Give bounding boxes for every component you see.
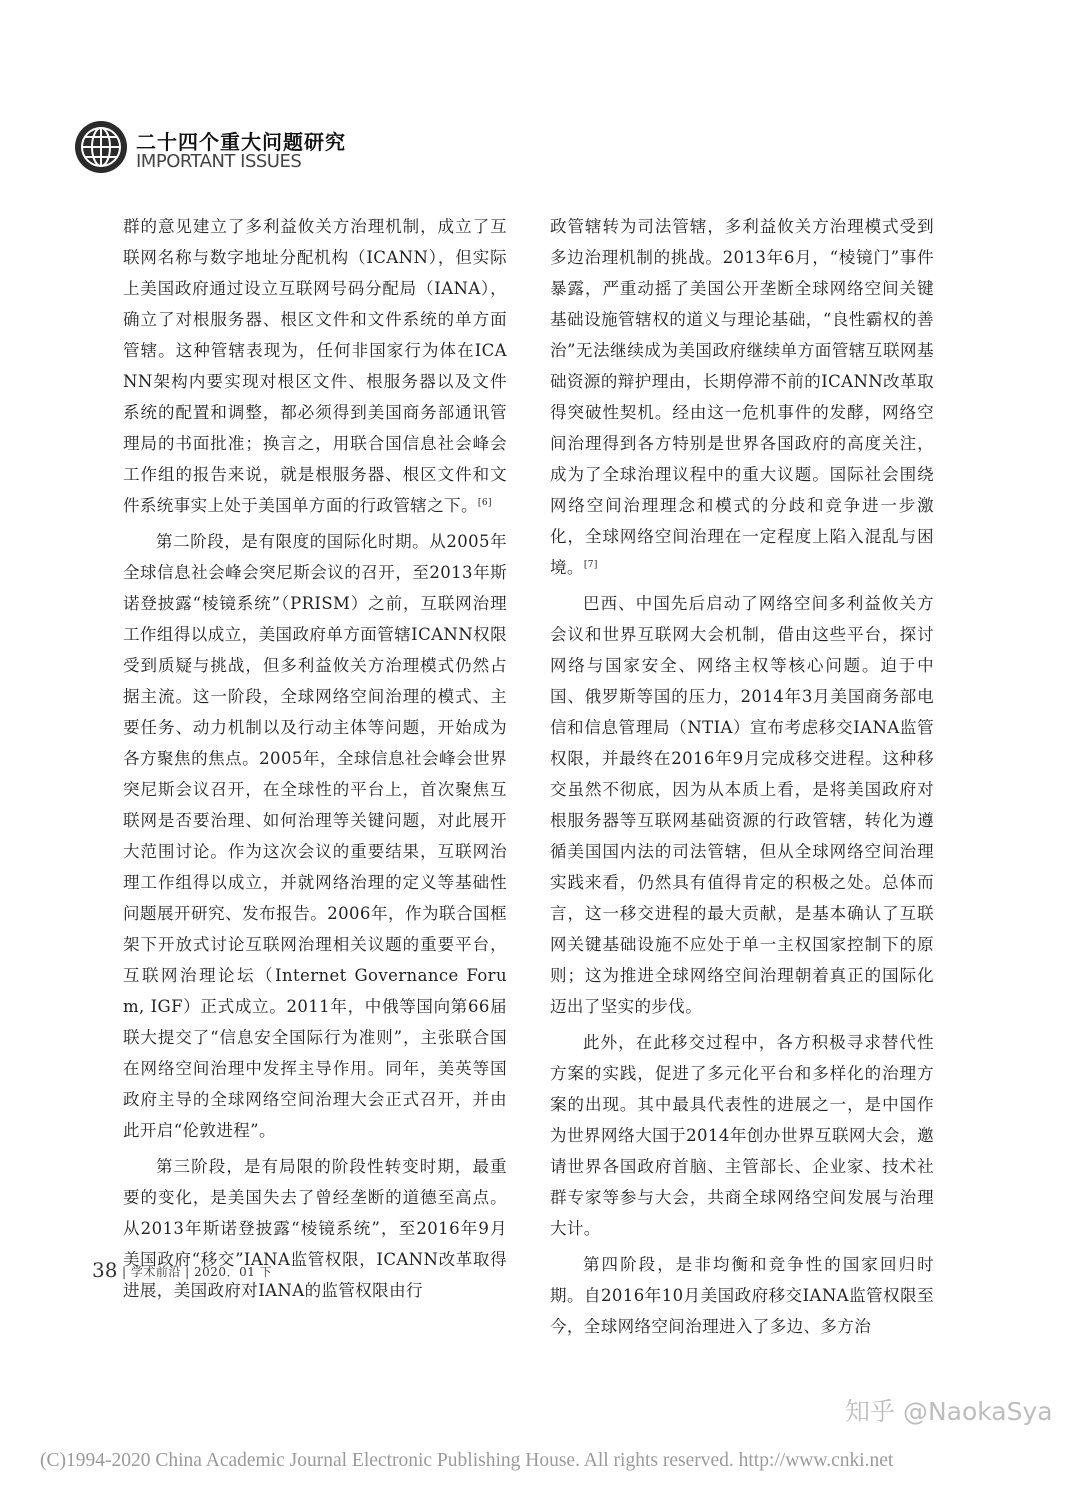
- copyright-notice: (C)1994-2020 China Academic Journal Electronic Publishing House. All rights reserved. http://www.cnki.net: [40, 1450, 894, 1471]
- paragraph-stage-two: 第二阶段，是有限度的国际化时期。从2005年全球信息社会峰会突尼斯会议的召开，至2013年斯诺登披露“棱镜系统”（PRISM）之前，互联网治理工作组得以成立，美国政府单方面管辖ICANN权限受到质疑与挑战，但多利益攸关方治理模式仍然占据主流。这一阶段，全球网络空间治理的模式、主要任务、动力机制以及行动主体等问题，开始成为各方聚焦的焦点。2005年，全球信息社会峰会世界突尼斯会议召开，在全球性的平台上，首次聚焦互联网是否要治理、如何治理等关键问题，对此展开大范围讨论。作为这次会议的重要结果，互联网治理工作组得以成立，并就网络治理的定义等基础性问题展开研究、发布报告。2006年，作为联合国框架下开放式讨论互联网治理相关议题的重要平台，互联网治理论坛（Internet Governance Forum, IGF）正式成立。2011年，中俄等国向第66届联大提交了“信息安全国际行为准则”，主张联合国在网络空间治理中发挥主导作用。同年，美英等国政府主导的全球网络空间治理大会正式召开，并由此开启“伦敦进程”。: [123, 532, 507, 1140]
- paragraph-stage-three: 第三阶段，是有局限的阶段性转变时期，最重要的变化，是美国失去了曾经垄断的道德至高点。从2013年斯诺登披露“棱镜系统”，至2016年9月美国政府“移交”IANA监管权限，ICANN改革取得进展，美国政府对IANA的监管权限由行: [123, 1157, 507, 1300]
- paragraph-text: 政管辖转为司法管辖，多利益攸关方治理模式受到多边治理机制的挑战。2013年6月，“棱镜门”事件暴露，严重动摇了美国公开垄断全球网络空间关键基础设施管辖权的道义与理论基础，“良性霸权的善治”无法继续成为美国政府继续单方面管辖互联网基础资源的辩护理由，长期停滞不前的ICANN改革取得突破性契机。经由这一危机事件的发酵，网络空间治理得到各方特别是世界各国政府的高度关注，成为了全球治理议程中的重大议题。国际社会围绕网络空间治理理念和模式的分歧和竞争进一步激化，全球网络空间治理在一定程度上陷入混乱与困境。: [550, 217, 934, 577]
- left-column: [123, 211, 507, 1306]
- globe-icon: [74, 120, 128, 174]
- paragraph-continued: [550, 211, 934, 583]
- paragraph-continued: [123, 211, 507, 521]
- watermark: 知乎 @NaokaSya: [845, 1397, 1053, 1426]
- paragraph-alternatives: 此外，在此移交过程中，各方积极寻求替代性方案的实践，促进了多元化平台和多样化的治理方案的出现。其中最具代表性的进展之一，是中国作为世界网络大国于2014年创办世界互联网大会，邀请世界各国政府首脑、主管部长、企业家、技术社群专家等参与大会，共商全球网络空间发展与治理大计。: [550, 1033, 934, 1238]
- paragraph-stage-four: 第四阶段，是非均衡和竞争性的国家回归时期。自2016年10月美国政府移交IANA监管权限至今，全球网络空间治理进入了多边、多方治: [550, 1255, 934, 1336]
- journal-info: | 学术前沿 | 2020．01 下: [122, 1265, 273, 1279]
- right-column: [550, 211, 934, 1342]
- footnote-ref: [7]: [583, 560, 598, 570]
- page-number: 38: [92, 1258, 118, 1282]
- footnote-ref: [6]: [477, 498, 492, 508]
- paragraph-text: 群的意见建立了多利益攸关方治理机制，成立了互联网名称与数字地址分配机构（ICANN），但实际上美国政府通过设立互联网号码分配局（IANA），确立了对根服务器、根区文件和文件系统的单方面管辖。这种管辖表现为，任何非国家行为体在ICANN架构内要实现对根区文件、根服务器以及文件系统的配置和调整，都必须得到美国商务部通讯管理局的书面批准；换言之，用联合国信息社会峰会工作组的报告来说，就是根服务器、根区文件和文件系统事实上处于美国单方面的行政管辖之下。: [123, 217, 507, 515]
- paragraph-transfer: 巴西、中国先后启动了网络空间多利益攸关方会议和世界互联网大会机制，借由这些平台，探讨网络与国家安全、网络主权等核心问题。迫于中国、俄罗斯等国的压力，2014年3月美国商务部电信和信息管理局（NTIA）宣布考虑移交IANA监管权限，并最终在2016年9月完成移交进程。这种移交虽然不彻底，因为从本质上看，是将美国政府对根服务器等互联网基础资源的行政管辖，转化为遵循美国国内法的司法管辖，但从全球网络空间治理实践来看，仍然具有值得肯定的积极之处。总体而言，这一移交进程的最大贡献，是基本确认了互联网关键基础设施不应处于单一主权国家控制下的原则；这为推进全球网络空间治理朝着真正的国际化迈出了坚实的步伐。: [550, 594, 934, 1016]
- section-subtitle: IMPORTANT ISSUES: [136, 151, 302, 172]
- section-title: 二十四个重大问题研究: [136, 130, 346, 154]
